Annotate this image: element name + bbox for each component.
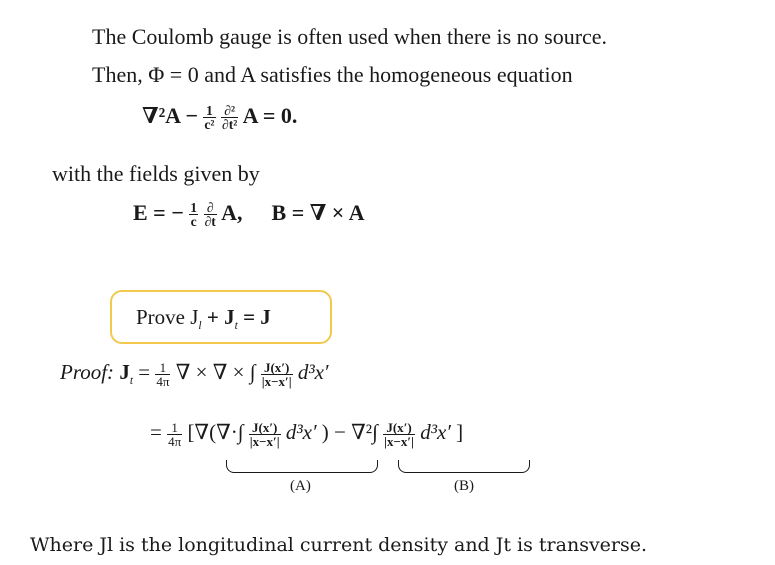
underbrace-a: [226, 460, 378, 473]
proof-ops-1: ∇ × ∇ × ∫: [175, 360, 256, 384]
footer-note: Where Jl is the longitudinal current density and Jt is transverse.: [30, 534, 648, 556]
proof-frac-1: $\frac{1}{4\pi}$: [156, 359, 170, 389]
proof-jt: J: [119, 360, 130, 384]
proof-term-b-open: ) − ∇²∫: [321, 420, 378, 444]
e-field-deriv: $\frac{\partial}{\partial t}$: [204, 199, 216, 230]
wave-eq-frac: $\frac{1}{\text{c²}}$: [204, 102, 215, 133]
underbrace-b: [398, 460, 530, 473]
label-b: (B): [454, 478, 474, 494]
proof-integrand-a: $\frac{J(x')}{|x-x'|}$: [249, 419, 280, 449]
proof-line-2: = $\frac{1}{4\pi}$ [∇(∇·∫ $\frac{J(x')}{|x-x'|}$ d³x′ ) − ∇²∫ $\frac{J(x')}{|x-x'|}$ d³x′ ]: [150, 419, 464, 449]
wave-eq-deriv: $\frac{\text{∂²}}{\text{∂t²}}$: [222, 102, 238, 133]
proof-term-a-open: [∇(∇·∫: [187, 420, 244, 444]
label-a: (A): [290, 478, 311, 494]
proof-d3x-1: d³x′: [297, 360, 329, 384]
wave-eq-rhs: A = 0.: [242, 103, 298, 128]
fields-equation: [133, 200, 365, 229]
e-field-frac: $\frac{1}{c}$: [190, 199, 198, 230]
intro-line-1: The Coulomb gauge is often used when there is no source.: [92, 24, 608, 49]
proof-integrand-1: $\frac{J(x')}{|x-x'|}$: [261, 359, 292, 389]
intro-line-2: Then, Φ = 0 and A satisfies the homogeneous equation: [92, 62, 573, 87]
fields-intro: with the fields given by: [52, 161, 260, 186]
proof-integrand-b: $\frac{J(x')}{|x-x'|}$: [384, 419, 414, 449]
proof-frac-2: $\frac{1}{4\pi}$: [168, 419, 182, 449]
e-field-lhs: E = −: [133, 200, 184, 225]
e-field-rhs: A,: [221, 200, 243, 225]
wave-equation: [142, 103, 297, 132]
proof-label: Proof:: [60, 360, 115, 384]
prove-statement: Prove $J_l + J_t = J$: [136, 305, 271, 333]
b-field-eq: B = ∇ × A: [271, 200, 365, 225]
proof-line-1: Proof: $J_t$ = $\frac{1}{4\pi}$ ∇ × ∇ × ∫ $\frac{J(x')}{|x-x'|}$ d³x′: [60, 359, 329, 389]
wave-eq-lhs: ∇²A −: [142, 103, 198, 128]
